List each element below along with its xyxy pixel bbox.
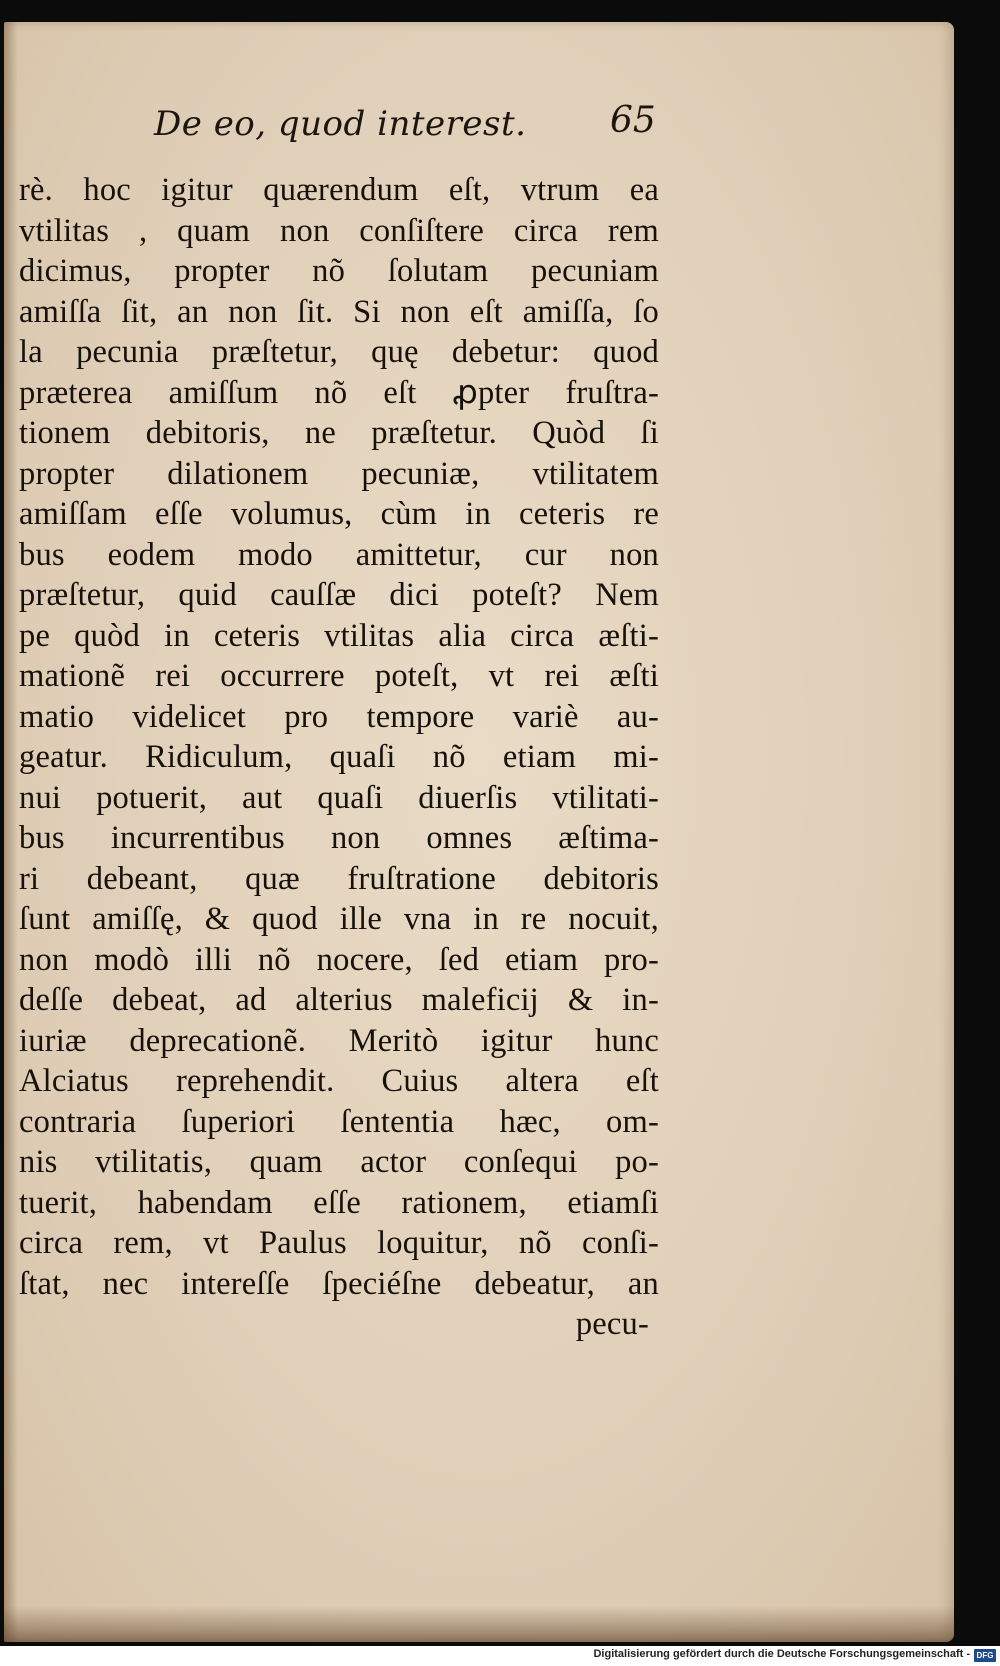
text-line: propter dilationem pecuniæ, vtilitatem — [19, 455, 659, 492]
text-line: iuriæ deprecationẽ. Meritò igitur hunc — [19, 1022, 659, 1059]
text-line: Alciatus reprehendit. Cuius altera eſt — [19, 1063, 659, 1099]
dfg-logo-icon: DFG — [974, 1649, 996, 1662]
text-line: la pecunia præſtetur, quę debetur: quod — [19, 334, 659, 370]
text-line: vtilitas , quam non conſiſtere circa rem — [19, 212, 659, 249]
body-text — [19, 170, 659, 1345]
text-line: deſſe debeat, ad alterius maleficij & in- — [19, 982, 659, 1018]
text-line: geatur. Ridiculum, quaſi nõ etiam mi- — [19, 739, 659, 775]
text-line: nis vtilitatis, quam actor conſequi po- — [19, 1144, 659, 1180]
catchword: pecu- — [575, 1306, 649, 1342]
text-line: mationẽ rei occurrere poteſt, vt rei æſti — [19, 658, 659, 694]
text-line: ſunt amiſſę, & quod ille vna in re nocuit, — [19, 901, 659, 937]
running-head: De eo, quod interest. — [154, 104, 527, 144]
text-line: ri debeant, quæ fruſtratione debitoris — [19, 860, 659, 897]
text-line: tionem debitoris, ne præſtetur. Quòd ſi — [19, 415, 659, 451]
text-line: contraria ſuperiori ſententia hæc, om- — [19, 1103, 659, 1140]
text-line: dicimus, propter nõ ſolutam pecuniam — [19, 253, 659, 289]
page-bottom-stain — [4, 1606, 954, 1642]
text-line: circa rem, vt Paulus loquitur, nõ conſi- — [19, 1225, 659, 1261]
page-gutter-shadow — [4, 22, 18, 1642]
text-line: præterea amiſſum nõ eſt ꝓpter fruſtra- — [19, 374, 659, 411]
text-line: bus eodem modo amittetur, cur non — [19, 536, 659, 573]
text-line: bus incurrentibus non omnes æſtima- — [19, 820, 659, 856]
book-page — [4, 22, 954, 1642]
text-line: pe quòd in ceteris vtilitas alia circa æſti- — [19, 617, 659, 654]
footer-credit: Digitalisierung gefördert durch die Deutsche Forschungsgemeinschaft - — [593, 1648, 970, 1660]
text-line: rè. hoc igitur quærendum eſt, vtrum ea — [19, 172, 659, 208]
text-line: tuerit, habendam eſſe rationem, etiamſi — [19, 1184, 659, 1221]
digitization-footer — [0, 1646, 1000, 1666]
text-line: amiſſa ſit, an non ſit. Si non eſt amiſſa, ſo — [19, 293, 659, 330]
text-line: præſtetur, quid cauſſæ dici poteſt? Nem — [19, 577, 659, 613]
text-line: ſtat, nec intereſſe ſpeciéſne debeatur, an — [19, 1265, 659, 1302]
text-line: non modò illi nõ nocere, ſed etiam pro- — [19, 941, 659, 978]
text-line: matio videlicet pro tempore variè au- — [19, 698, 659, 735]
page-number: 65 — [610, 100, 656, 141]
text-line: amiſſam eſſe volumus, cùm in ceteris re — [19, 496, 659, 532]
text-line: nui potuerit, aut quaſi diuerſis vtilitati- — [19, 779, 659, 816]
